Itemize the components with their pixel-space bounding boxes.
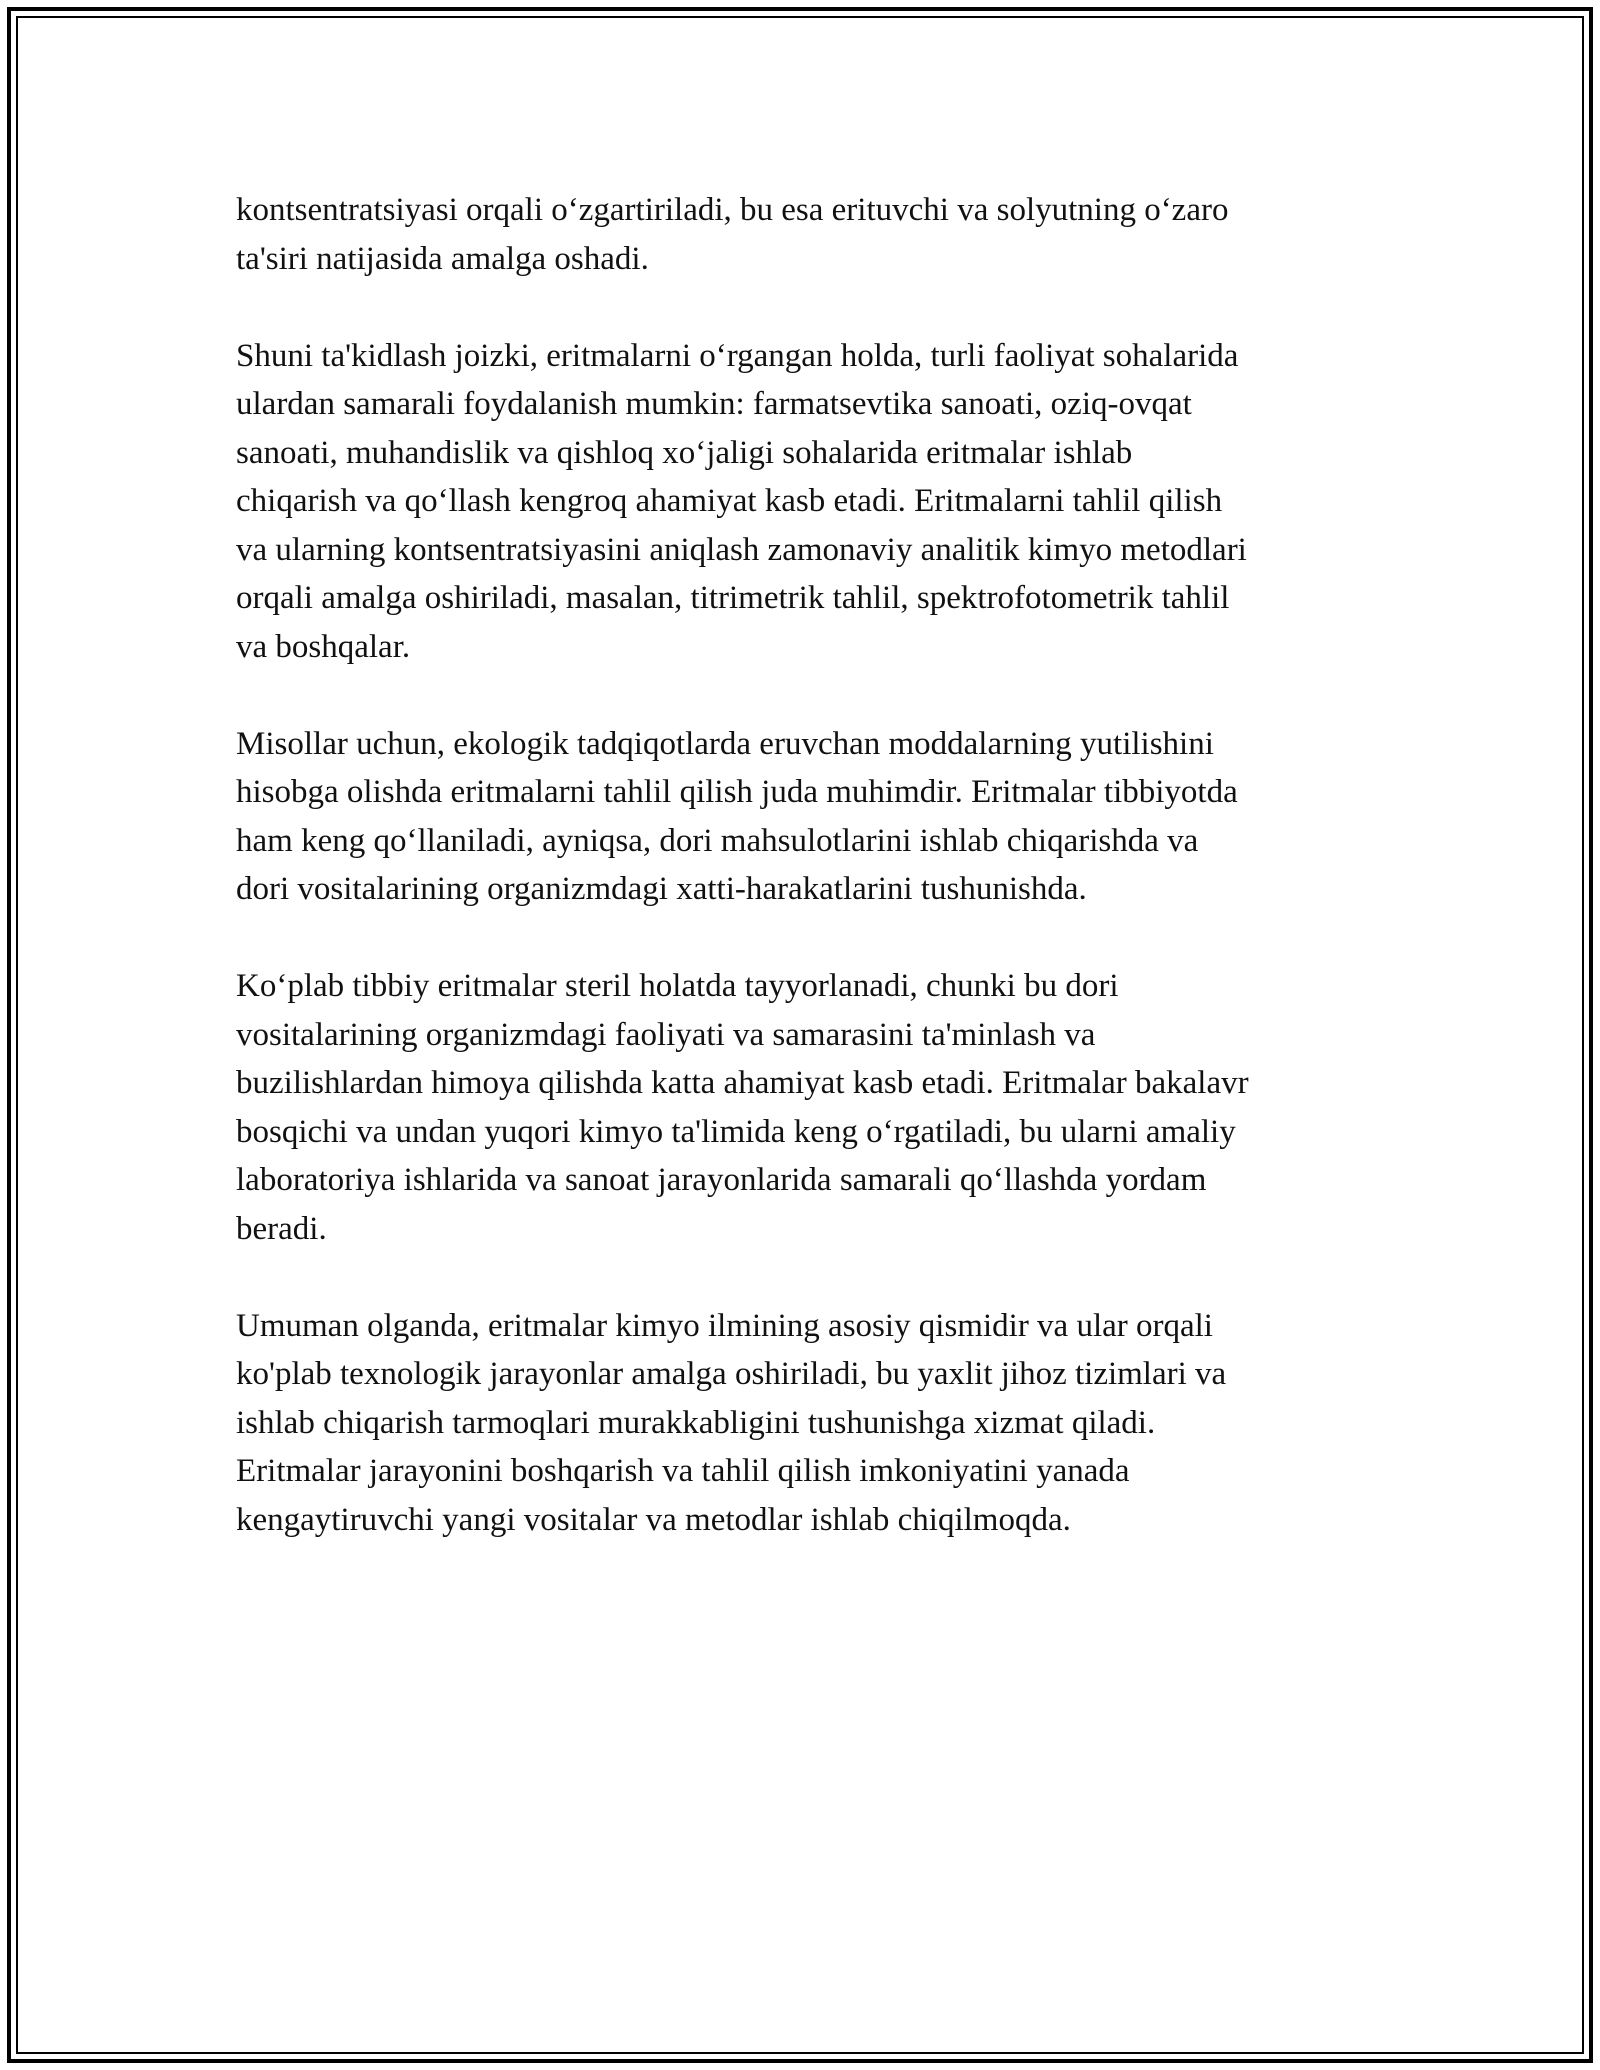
paragraph-4: Ko‘plab tibbiy eritmalar steril holatda tayyorlanadi, chunki bu dori vositalarining organizmdagi faoliyati va samarasini ta'minlash va buzilishlardan himoya qilishda katta ahamiyat kasb etadi. Eritmalar bakalavr bosqichi va undan yuqori kimyo ta'limida keng o‘rgatiladi, bu ularni amaliy laboratoriya ishlarida va sanoat jarayonlarida samarali qo‘llashda yordam beradi. [236, 968, 1249, 1247]
paragraph-3: Misollar uchun, ekologik tadqiqotlarda eruvchan moddalarning yutilishini hisobga olishda eritmalarni tahlil qilish juda muhimdir. Eritmalar tibbiyotda ham keng qo‘llaniladi, ayniqsa, dori mahsulotlarini ishlab chiqarishda va dori vositalarining organizmdagi xatti-harakatlarini tushunishda. [236, 725, 1238, 907]
document-body [236, 186, 1366, 1593]
paragraph-1: kontsentratsiyasi orqali o‘zgartiriladi, bu esa erituvchi va solyutning o‘zaro ta'siri natijasida amalga oshadi. [236, 192, 1229, 277]
paragraph-5: Umuman olganda, eritmalar kimyo ilmining asosiy qismidir va ular orqali ko'plab texnologik jarayonlar amalga oshiriladi, bu yaxlit jihoz tizimlari va ishlab chiqarish tarmoqlari murakkabligini tushunishga xizmat qiladi. Eritmalar jarayonini boshqarish va tahlil qilish imkoniyatini yanada kengaytiruvchi yangi vositalar va metodlar ishlab chiqilmoqda. [236, 1307, 1227, 1538]
paragraph-2: Shuni ta'kidlash joizki, eritmalarni o‘rgangan holda, turli faoliyat sohalarida ulardan samarali foydalanish mumkin: farmatsevtika sanoati, oziq-ovqat sanoati, muhandislik va qishloq xo‘jaligi sohalarida eritmalar ishlab chiqarish va qo‘llash kengroq ahamiyat kasb etadi. Eritmalarni tahlil qilish va ularning kontsentratsiyasini aniqlash zamonaviy analitik kimyo metodlari orqali amalga oshiriladi, masalan, titrimetrik tahlil, spektrofotometrik tahlil va boshqalar. [236, 337, 1247, 665]
